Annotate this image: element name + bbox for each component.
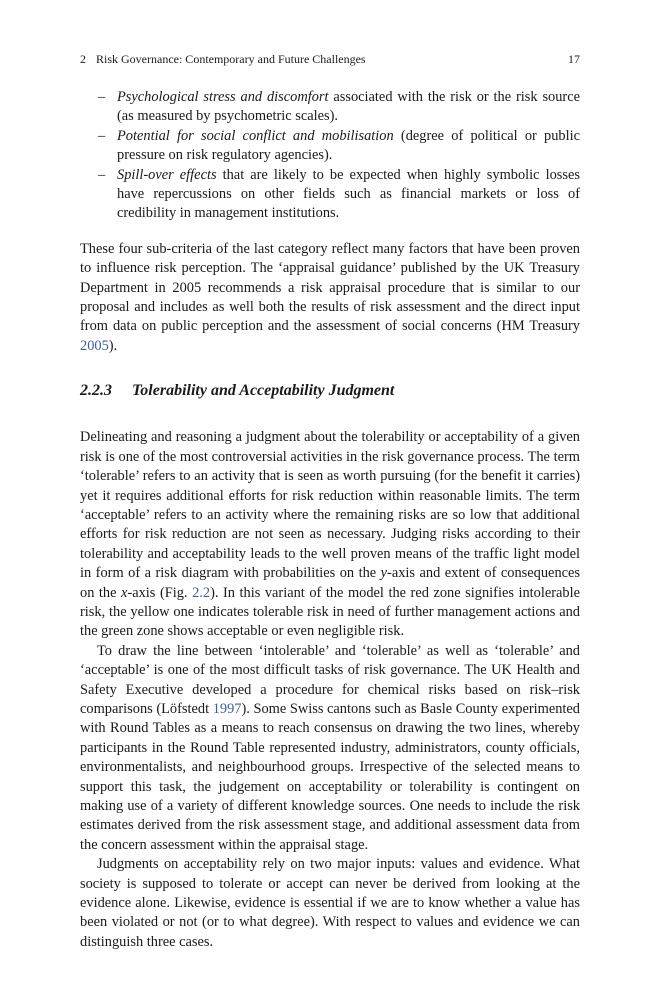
list-item (80, 88, 580, 127)
paragraph-subcriteria: These four sub-criteria of the last category reflect many factors that have been proven to influence risk perception. The ‘appraisal guidance’ published by the UK Treasury Department in 2005 recommends a risk appraisal procedure that is similar to our proposal and includes as well both the results of risk assessment and the direct input from data on public perception and the assessment of social concerns (HM Treasury 2005). (80, 240, 580, 354)
list-item-term: Potential for social conflict and mobilisation (117, 127, 394, 144)
chapter-title: Risk Governance: Contemporary and Future Challenges (96, 52, 366, 66)
list-item-term: Spill-over effects (117, 166, 217, 183)
figure-link[interactable]: 2.2 (192, 584, 211, 601)
section-number: 2.2.3 (80, 382, 112, 400)
dash-marker: – (98, 127, 106, 144)
paragraph-delineating: Delineating and reasoning a judgment about the tolerability or acceptability of a given risk is one of the most controversial activities in the risk governance process. The term ‘tolerable’ refers to an activity that is seen as worth pursuing (for the benefit it carries) yet it requires additional efforts for risk reduction within reasonable limits. The term ‘acceptable’ refers to an activity where the remaining risks are so low that additional efforts for risk reduction are not seen as necessary. Judging risks according to their tolerability and acceptability leads to the well proven means of the traffic light model in form of a risk diagram with probabilities on the y-axis and extent of consequences on the x-axis (Fig. 2.2). In this variant of the model the red zone signifies intolerable risk, the yellow one indicates tolerable risk in need of further management actions and the green zone shows acceptable or even negligible risk. (80, 429, 581, 640)
book-page (80, 52, 580, 952)
list-item-text: associated with the risk or the risk source (as measured by psychometric scales). (117, 89, 580, 125)
list-item (80, 127, 580, 166)
running-head (80, 52, 580, 67)
list-item (80, 166, 580, 224)
section-title: Tolerability and Acceptability Judgment (132, 382, 395, 400)
citation-link[interactable]: 2005 (80, 337, 109, 354)
chapter-number: 2 (80, 52, 86, 66)
page-number: 17 (568, 52, 580, 66)
paragraph-judgments: Judgments on acceptability rely on two major inputs: values and evidence. What society is supposed to tolerate or accept can never be derived from looking at the evidence alone. Likewise, evidence is essential if we are to know whether a value has been violated or not (or to what degree). With respect to values and evidence we can distinguish three cases. (80, 856, 580, 950)
dash-marker: – (98, 166, 106, 183)
running-head-chapter (80, 52, 376, 67)
list-item-text: that are likely to be expected when highly symbolic losses have repercussions on other fields such as financial markets or loss of credibility in management institutions. (117, 166, 580, 222)
section-heading (80, 356, 580, 428)
dash-marker: – (98, 89, 106, 105)
citation-link[interactable]: 1997 (212, 700, 242, 717)
list-item-term: Psychological stress and discomfort (117, 89, 329, 105)
paragraph-draw-the-line: To draw the line between ‘intolerable’ and ‘tolerable’ as well as ‘tolerable’ and ‘acceptable’ is one of the most difficult tasks of risk governance. The UK Health and Safety Executive developed a procedure for chemical risks based on risk–risk comparisons (Löfstedt 1997). Some Swiss cantons such as Basle County experimented with Round Tables as a means to reach consensus on drawing the two lines, whereby participants in the Round Table represented industry, administrators, county officials, environmentalists, and neighbourhood groups. Irrespective of the selected means to support this task, the judgement on acceptability or tolerability is contingent on making use of a variety of different knowledge sources. One needs to include the risk estimates derived from the risk assessment stage, and additional assessment data from the concern assessment within the appraisal stage. (80, 642, 580, 853)
criteria-list (80, 88, 580, 224)
list-item-text: (degree of political or public pressure on risk regulatory agencies). (117, 127, 580, 164)
